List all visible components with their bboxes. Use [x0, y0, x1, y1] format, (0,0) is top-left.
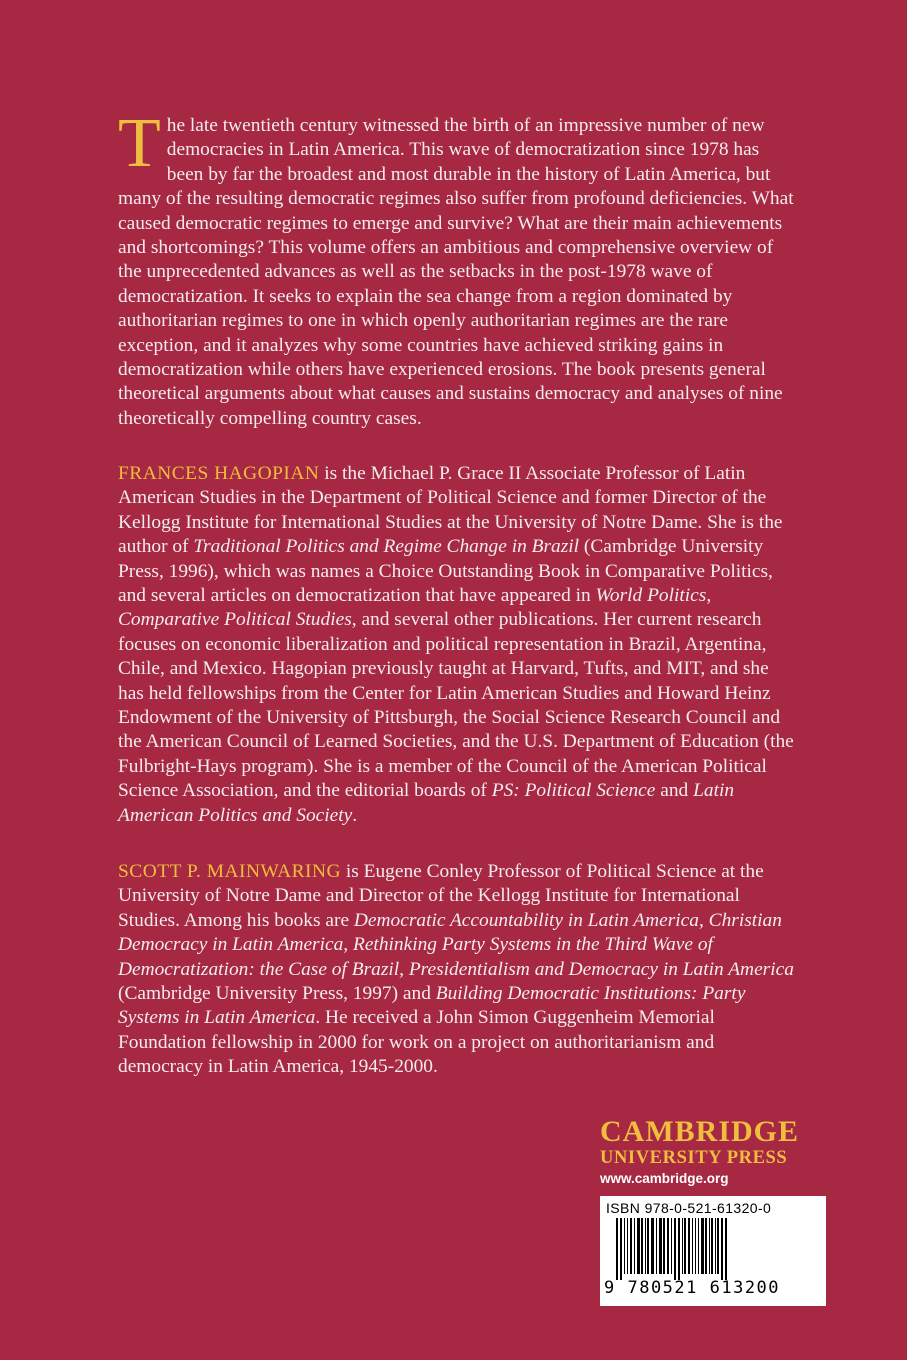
barcode-bar	[634, 1218, 635, 1274]
barcode-bar	[667, 1218, 669, 1274]
barcode-bar	[641, 1218, 643, 1274]
barcode-bar	[671, 1218, 672, 1274]
bio-text: (Cambridge University Press, 1996), which was names a Choice Outstanding Book in Comparative Politics, and several articles on democratization that have appeared in	[118, 536, 773, 607]
bio-text: is Eugene Conley Professor of Political Science at the University of Notre Dame and Director of the Kellogg Institute for International Studies. Among his books are	[118, 861, 764, 931]
barcode-bar	[663, 1218, 665, 1274]
journal-title: PS: Political Science	[491, 780, 656, 802]
barcode-bar	[647, 1218, 649, 1274]
isbn-label: ISBN 978-0-521-61320-0	[606, 1200, 772, 1216]
barcode-bar	[616, 1218, 618, 1280]
bio-text: .	[352, 804, 358, 826]
barcode-bar	[659, 1218, 662, 1274]
publisher-logo	[600, 1116, 830, 1186]
journal-title: Comparative Political Studies	[118, 609, 352, 631]
bio-text: ,	[706, 585, 712, 607]
barcode-bar	[624, 1218, 625, 1274]
ean-digits: 9 780521 613200	[604, 1278, 781, 1298]
barcode-bar	[678, 1218, 680, 1280]
barcode-bars	[616, 1218, 816, 1280]
barcode-bar	[717, 1218, 719, 1274]
bio-text: (Cambridge University Press, 1997) and	[118, 983, 436, 1005]
isbn-barcode	[600, 1196, 826, 1306]
barcode-bar	[705, 1218, 707, 1274]
book-description	[118, 105, 798, 431]
barcode-bar	[721, 1218, 723, 1280]
author-bio-mainwaring	[118, 860, 798, 1080]
book-title: Traditional Politics and Regime Change in Brazil	[193, 536, 580, 558]
barcode-bar	[695, 1218, 696, 1274]
barcode-bar	[637, 1218, 640, 1274]
journal-title: Latin American Politics and Society	[118, 780, 735, 826]
description-text: he late twentieth century witnessed the birth of an impressive number of new democracies in Latin America. This wave of democratization since 1978 has been by far the broadest and most durable in the history of Latin America, but many of the resulting democratic regimes also suffer from profound deficiencies. What caused democratic regimes to emerge and survive? What are their main achievements and shortcomings? This volume offers an ambitious and comprehensive overview of the unprecedented advances as well as the setbacks in the post-1978 wave of democratization. It seeks to explain the sea change from a region dominated by authoritarian regimes to one in which openly authoritarian regimes are the rare exception, and it analyzes why some countries have achieved striking gains in democratization while others have experienced erosions. The book presents general theoretical arguments about what causes and sustains democracy and analyses of nine theoretically compelling country cases.	[118, 115, 794, 429]
barcode-bar	[711, 1218, 713, 1274]
journal-title: World Politics	[595, 585, 707, 607]
bio-text: , and several other publications. Her current research focuses on economic liberalization and political representation in Brazil, Argentina, Chile, and Mexico. Hagopian previously taught at Harvard, Tufts, and MIT, and she has held fellowships from the Center for Latin American Studies and Howard Heinz Endowment of the University of Pittsburgh, the Social Science Research Council and the American Council of Learned Societies, and the U.S. Department of Education (the Fulbright-Hays program). She is a member of the Council of the American Political Science Association, and the editorial boards of	[118, 609, 794, 802]
book-titles: Democratic Accountability in Latin America, Christian Democracy in Latin America, Rethinking Party Systems in the Third Wave of Democratization: the Case of Brazil, Presidentialism and Democracy in Latin America	[118, 909, 794, 980]
barcode-bar	[688, 1218, 690, 1274]
barcode-bar	[725, 1218, 727, 1280]
barcode-bar	[620, 1218, 622, 1280]
author-name: FRANCES HAGOPIAN	[118, 463, 320, 484]
publisher-url: www.cambridge.org	[600, 1171, 729, 1186]
barcode-bar	[651, 1218, 654, 1274]
bio-text: is the Michael P. Grace II Associate Professor of Latin American Studies in the Department of Political Science and former Director of the Kellogg Institute for International Studies at the University of Notre Dame. She is the author of	[118, 463, 783, 558]
barcode-bar	[684, 1218, 686, 1274]
drop-cap: T	[118, 105, 161, 182]
author-name: SCOTT P. MAINWARING	[118, 861, 341, 882]
author-bio-hagopian	[118, 462, 798, 828]
bio-text: . He received a John Simon Guggenheim Memorial Foundation fellowship in 2000 for work on a project on authoritarianism and democracy in Latin America, 1945-2000.	[118, 1007, 715, 1078]
barcode-bar	[701, 1218, 704, 1274]
barcode-bar	[630, 1218, 632, 1274]
bio-text: and	[655, 780, 694, 802]
barcode-bar	[645, 1218, 646, 1274]
barcode-bar	[627, 1218, 628, 1274]
publisher-subname: UNIVERSITY PRESS	[600, 1148, 788, 1168]
barcode-bar	[674, 1218, 676, 1280]
barcode-bar	[698, 1218, 699, 1274]
publisher-name: CAMBRIDGE	[600, 1115, 800, 1148]
barcode-bar	[656, 1218, 657, 1274]
book-title: Building Democratic Institutions: Party Systems in Latin America	[118, 983, 746, 1029]
barcode-bar	[692, 1218, 693, 1274]
barcode-bar	[715, 1218, 716, 1274]
barcode-bar	[709, 1218, 710, 1274]
barcode-bar	[682, 1218, 683, 1274]
